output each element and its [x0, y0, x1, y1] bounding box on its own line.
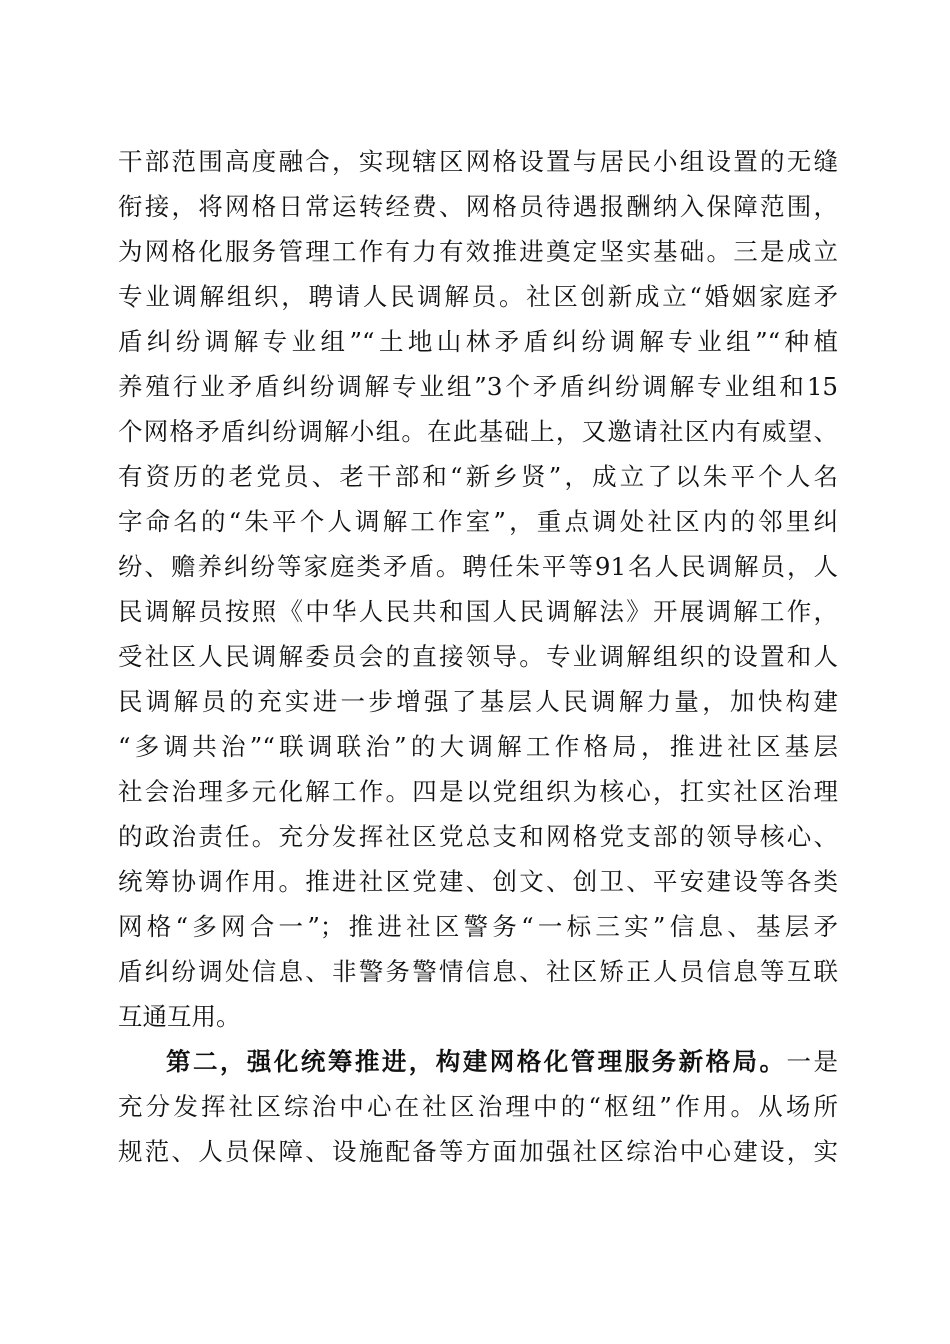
text-line: 受社区人民调解委员会的直接领导。专业调解组织的设置和人 [118, 642, 838, 671]
text-line: 字命名的“朱平个人调解工作室”，重点调处社区内的邻里纠 [118, 507, 838, 536]
text-line: 为网格化服务管理工作有力有效推进奠定坚实基础。三是成立 [118, 237, 838, 266]
paragraph-first-line [166, 1040, 838, 1084]
text-line: 的政治责任。充分发挥社区党总支和网格党支部的领导核心、 [118, 822, 838, 851]
text-line: 专业调解组织，聘请人民调解员。社区创新成立“婚姻家庭矛 [118, 282, 838, 311]
text-line: 民调解员的充实进一步增强了基层人民调解力量，加快构建 [118, 687, 838, 716]
text-line: 统筹协调作用。推进社区党建、创文、创卫、平安建设等各类 [118, 867, 838, 896]
text-line: 盾纠纷调处信息、非警务警情信息、社区矫正人员信息等互联 [118, 957, 838, 986]
text-line: 互通互用。 [118, 1002, 241, 1031]
section-heading: 第二，强化统筹推进，构建网格化管理服务新格局。 [166, 1047, 787, 1076]
text-line: 盾纠纷调解专业组”“土地山林矛盾纠纷调解专业组”“种植 [118, 327, 838, 356]
text-line: 规范、人员保障、设施配备等方面加强社区综治中心建设，实 [118, 1137, 838, 1166]
text-line: 养殖行业矛盾纠纷调解专业组”3个矛盾纠纷调解专业组和15 [118, 372, 838, 401]
text-line: 充分发挥社区综治中心在社区治理中的“枢纽”作用。从场所 [118, 1092, 838, 1121]
text-line: 纷、赡养纠纷等家庭类矛盾。聘任朱平等91名人民调解员，人 [118, 552, 838, 581]
text-line: 有资历的老党员、老干部和“新乡贤”，成立了以朱平个人名 [118, 462, 838, 491]
text-line: 个网格矛盾纠纷调解小组。在此基础上，又邀请社区内有威望、 [118, 417, 838, 446]
text-line: 衔接，将网格日常运转经费、网格员待遇报酬纳入保障范围， [118, 192, 838, 221]
text-line: 民调解员按照《中华人民共和国人民调解法》开展调解工作， [118, 597, 838, 626]
text-line: 社会治理多元化解工作。四是以党组织为核心，扛实社区治理 [118, 777, 838, 806]
text-line: “多调共治”“联调联治”的大调解工作格局，推进社区基层 [118, 732, 838, 761]
text-run: 一是 [786, 1047, 839, 1076]
text-line: 干部范围高度融合，实现辖区网格设置与居民小组设置的无缝 [118, 147, 838, 176]
text-line: 网格“多网合一”；推进社区警务“一标三实”信息、基层矛 [118, 912, 838, 941]
